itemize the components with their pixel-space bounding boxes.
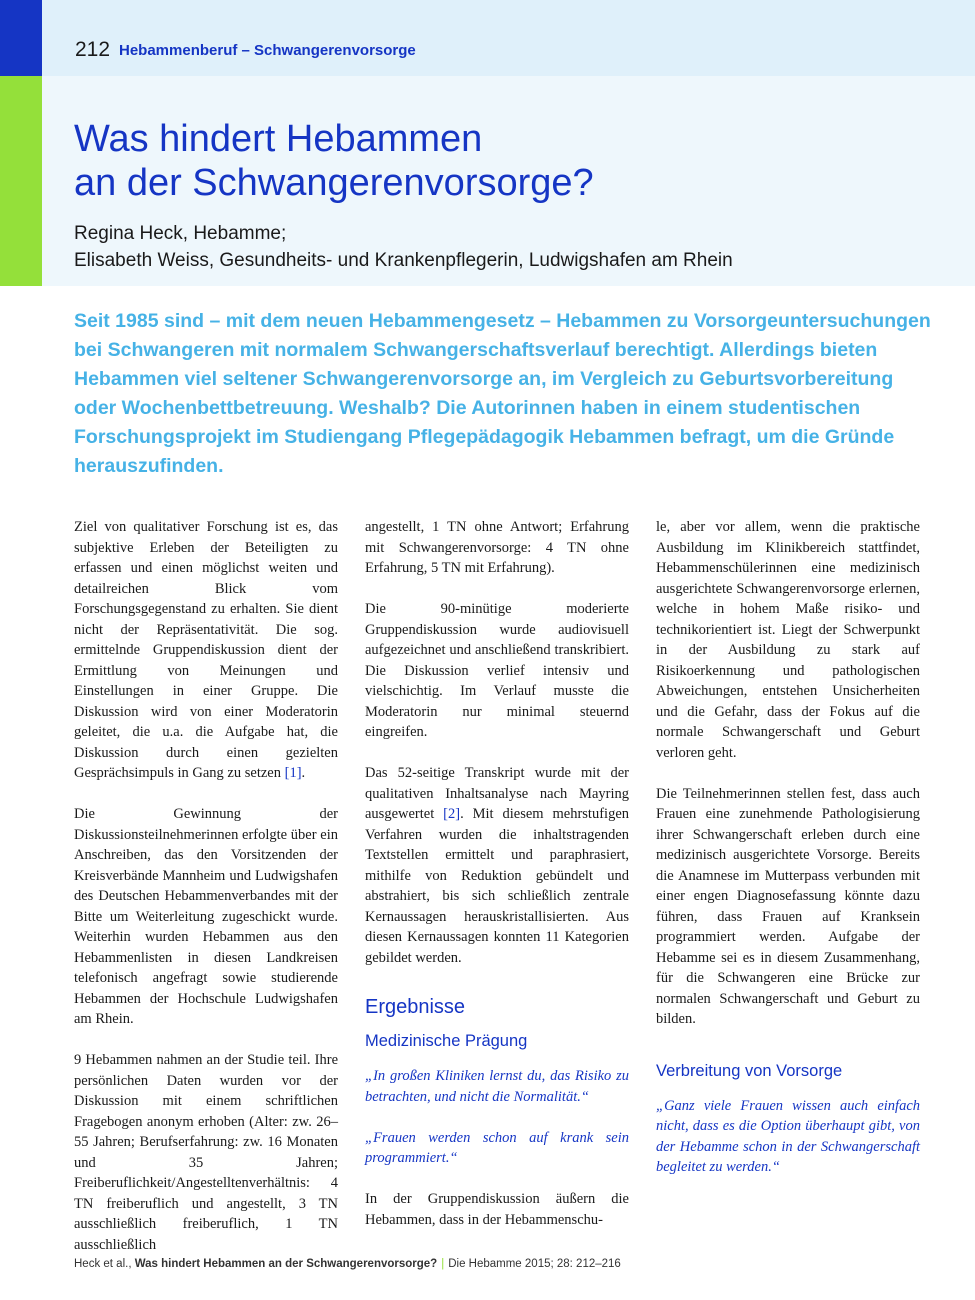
- body-paragraph: 9 Hebammen nahmen an der Studie teil. Ihre persönlichen Daten wurden vor der Diskussion mit einem schriftlichen Fragebogen anonym erhoben (Alter: zw. 26–55 Jahren; Berufserfahrung: zw. 16 Monaten und 35 Jahren; Freiberuflichkeit/Angestelltenverhältnis: 4 TN freiberuflich und angestellt, 3 TN ausschließlich freiberuflich, 1 TN ausschließlich: [74, 1052, 338, 1253]
- subsection-heading-distribution: Verbreitung von Vorsorge: [656, 1061, 843, 1080]
- citation-link[interactable]: [1]: [284, 765, 302, 781]
- body-paragraph: In der Gruppendiskussion äußern die Hebammen, dass in der Hebammenschu-: [365, 1191, 629, 1228]
- article-title-line-1: Was hindert Hebammen: [74, 118, 483, 160]
- quote-block: [365, 1066, 629, 1169]
- body-paragraph: le, aber vor allem, wenn die praktische Ausbildung im Klinikbereich stattfindet, Hebammenschülerinnen eine medizinisch ausgerichtete Schwangerenvorsorge erlernen, welche in hohem Maße risiko- und technikorientiert ist. Liegt der Schwerpunkt in der Ausbildung zu stark auf Risikoerkennung und pathologischen Abweichungen, entstehen Unsicherheiten und die Gefahr, dass der Fokus auf die normale Schwangerschaft und Geburt verloren geht.: [656, 519, 920, 761]
- footer-title: Was hindert Hebammen an der Schwangerenvorsorge?: [134, 1258, 438, 1270]
- body-paragraph: Die 90-minütige moderierte Gruppendiskussion wurde audiovisuell aufgezeichnet und anschließend transkribiert. Die Diskussion verlief intensiv und vielschichtig. Im Verlauf musste die Moderatorin nur minimal steuernd eingreifen.: [365, 601, 629, 740]
- text-column-1: [74, 517, 338, 1255]
- text-column-3: [656, 517, 920, 1198]
- footer-separator: |: [441, 1258, 445, 1270]
- section-heading-results: Ergebnisse: [365, 996, 466, 1018]
- paragraph-text: Ziel von qualitativer Forschung ist es, das subjektive Erleben der Beteiligten zu erfassen und einen möglichst weiten und detailreichen Blick vom Forschungsgegenstand zu erhalten. Sie dient nicht der Repräsentativität. Die sog. ermittelnde Gruppendiskussion dient der Ermittlung von Meinungen und Einstellungen in einer Gruppe. Die Diskussion wird von einer Moderatorin geleitet, die u.a. die Aufgabe hat, die Diskussion durch einen gezielten Gesprächsimpuls in Gang zu setzen: [74, 519, 338, 781]
- quote-text: „Ganz viele Frauen wissen auch einfach nicht, dass es die Option überhaupt gibt, von der Hebamme schon in der Schwangerschaft begleitet zu werden.“: [656, 1097, 920, 1175]
- quote-text: „In großen Kliniken lernst du, das Risiko zu betrachten, und nicht die Normalität.“: [365, 1068, 629, 1105]
- text-column-2: [365, 517, 629, 1230]
- lead-paragraph: Seit 1985 sind – mit dem neuen Hebammengesetz – Hebammen zu Vorsorgeuntersuchungen bei Schwangeren mit normalem Schwangerschaftsverlauf berechtigt. Allerdings bieten Hebammen viel seltener Schwangerenvorsorge an, im Vergleich zu Geburtsvorbereitung oder Wochenbettbetreuung. Weshalb? Die Autorinnen haben in einem studentischen Forschungsprojekt im Studiengang Pflegepädagogik Hebammen befragt, um die Gründe herauszufinden.: [74, 310, 931, 477]
- quote-text: „Frauen werden schon auf krank sein programmiert.“: [365, 1129, 629, 1166]
- page-number: 212: [75, 38, 111, 61]
- body-paragraph: angestellt, 1 TN ohne Antwort; Erfahrung mit Schwangerenvorsorge: 4 TN ohne Erfahrung, 5 TN mit Erfahrung).: [365, 519, 629, 576]
- paragraph-text: .: [301, 765, 306, 781]
- page-footer: [74, 1258, 954, 1270]
- body-paragraph: Die Teilnehmerinnen stellen fest, dass auch Frauen eine zunehmende Pathologisierung ihrer Schwangerschaft erleben durch eine medizinisch ausgerichtete Vorsorge. Bereits die Anamnese im Mutterpass verbunden mit einer engen Diagnosefassung könnte dazu führen, dass Frauen auf Kranksein programmiert werden. Aufgabe der Hebamme sei es in diesem Zusammenhang, für die Schwangeren eine Brücke zur normalen Schwangerschaft und Geburt zu bilden.: [656, 785, 920, 1027]
- author-list: [74, 220, 954, 274]
- running-head: Hebammenberuf – Schwangerenvorsorge: [119, 42, 416, 59]
- body-paragraph: Die Gewinnung der Diskussionsteilnehmerinnen erfolgte über ein Anschreiben, das den Vorsitzenden der Kreisverbände Mannheim und Ludwigshafen des Deutschen Hebammenverbandes mit der Bitte um Weiterleitung zugeschickt wurde. Weiterhin wurden Hebammen aus den Hebammenlisten in diesen Landkreisen telefonisch angefragt sowie studierende Hebammen der Hochschule Ludwigshafen am Rhein.: [74, 806, 338, 1027]
- paragraph-text: Das 52-seitige Transkript wurde mit der qualitativen Inhaltsanalyse nach Mayring ausgewertet: [365, 765, 629, 822]
- citation-link[interactable]: [2]: [443, 806, 461, 822]
- paragraph-text: . Mit diesem mehrstufigen Verfahren wurden die inhaltstragenden Textstellen ermittelt und paraphrasiert, mithilfe von Reduktion gebündelt und abstrahiert, bis sich schließlich zentrale Kernaussagen herauskristallisierten. Aus diesen Kernaussagen konnten 11 Kategorien gebildet werden.: [365, 806, 630, 966]
- article-title: [74, 117, 934, 205]
- footer-citation: Die Hebamme 2015; 28: 212–216: [448, 1258, 621, 1270]
- title-accent-bar: [0, 76, 42, 286]
- footer-authors: Heck et al.,: [74, 1258, 135, 1270]
- header-accent-bar: [0, 0, 42, 76]
- header-band: [0, 0, 975, 76]
- body-paragraph: [74, 517, 338, 784]
- subsection-heading-medical: Medizinische Prägung: [365, 1032, 528, 1050]
- article-title-line-2: an der Schwangerenvorsorge?: [74, 162, 594, 204]
- author-line-2: Elisabeth Weiss, Gesundheits- und Krankenpflegerin, Ludwigshafen am Rhein: [74, 250, 733, 271]
- author-line-1: Regina Heck, Hebamme;: [74, 223, 287, 244]
- body-paragraph: [365, 763, 629, 968]
